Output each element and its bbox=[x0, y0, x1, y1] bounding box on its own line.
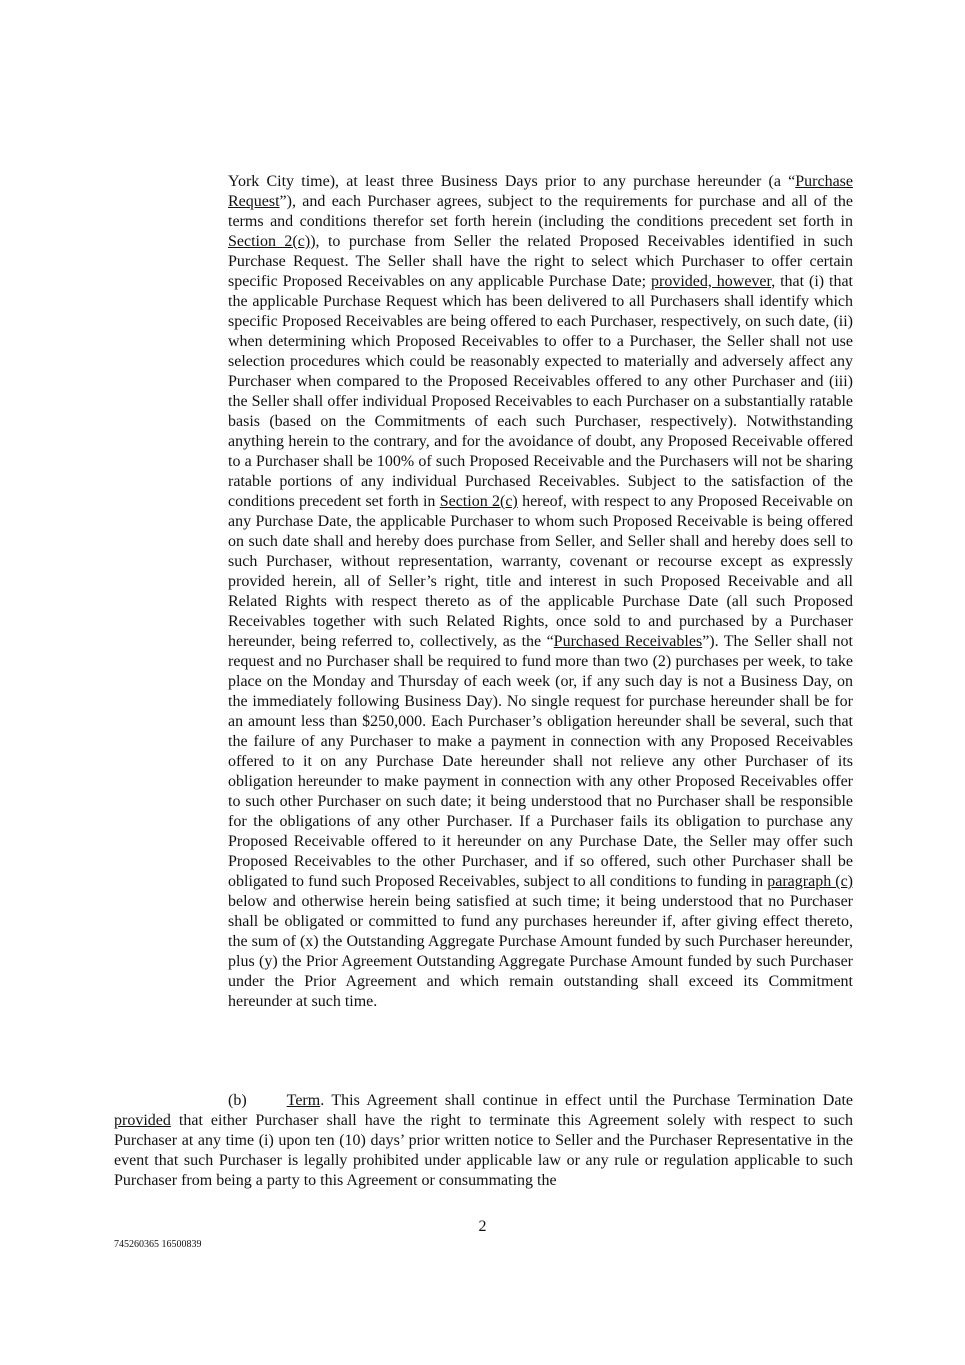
text-run: , that (i) that the applicable Purchase Request which has been delivered to all Purchasers shall identify which specific Proposed Receivables are being offered to each Purchaser, respectively, on such date, (ii) when determining which Proposed Receivables to offer to a Purchaser, the Seller shall not use selection procedures which could be reasonably expected to materially and adversely affect any Purchaser when compared to the Proposed Receivables offered to any other Purchaser and (iii) the Seller shall offer individual Proposed Receivables to each Purchaser on a substantially ratable basis (based on the Commitments of each such Purchaser, respectively). Notwithstanding anything herein to the contrary, and for the avoidance of doubt, any Proposed Receivable offered to a Purchaser shall be 100% of such Proposed Receivable and the Purchasers will not be sharing ratable portions of any individual Purchased Receivables. Subject to the satisfaction of the conditions precedent set forth in bbox=[228, 273, 853, 510]
provided-term: provided bbox=[114, 1112, 171, 1129]
text-run: hereof, with respect to any Proposed Receivable on any Purchase Date, the applicable Purchaser to whom such Proposed Receivable is being offered on such date shall and hereby does purchase from Seller, and Seller shall and hereby does sell to such Purchaser, without representation, warranty, covenant or recourse except as expressly provided herein, all of Seller’s right, title and interest in such Proposed Receivable and all Related Rights with respect thereto as of the applicable Purchase Date (all such Proposed Receivables together with such Related Rights, once sold to and purchased by a Purchaser hereunder, being referred to, collectively, as the “ bbox=[228, 493, 854, 650]
text-run: ), to purchase from Seller the related Proposed Receivables identified in such Purchase Request. The Seller shall have the right to select which Purchaser to offer certain specific Proposed Receivables on any applicable Purchase Date; bbox=[228, 233, 854, 290]
text-run: York City time), at least three Business Days prior to any purchase hereunder (a “ bbox=[228, 173, 796, 190]
paragraph-purchase-request bbox=[228, 172, 853, 1012]
section-label: (b) bbox=[228, 1092, 247, 1109]
defined-term-purchased-receivables: Purchased Receivables bbox=[553, 633, 703, 650]
text-run: ”), and each Purchaser agrees, subject to the requirements for purchase and all of the terms and conditions therefor set forth herein (including the conditions precedent set forth in bbox=[228, 193, 853, 230]
text-run: . This Agreement shall continue in effect until the Purchase Termination Date bbox=[320, 1092, 853, 1109]
cross-reference-section-2c: Section 2(c) bbox=[228, 233, 311, 250]
document-id: 745260365 16500839 bbox=[114, 1239, 202, 1250]
cross-reference-paragraph-c: paragraph (c) bbox=[767, 873, 854, 890]
defined-term-purchase-request: Purchase Request bbox=[228, 173, 853, 210]
paragraph-b-term bbox=[114, 1091, 853, 1191]
page-number: 2 bbox=[478, 1218, 487, 1235]
section-heading-term: Term bbox=[286, 1092, 321, 1109]
provided-however-term: provided, however bbox=[651, 273, 772, 290]
cross-reference-section-2c: Section 2(c) bbox=[439, 493, 518, 510]
text-run: ”). The Seller shall not request and no Purchaser shall be required to fund more than two (2) purchases per week, to take place on the Monday and Thursday of each week (or, if any such day is not a Business Day, on the immediately following Business Day). No single request for purchase hereunder shall be for an amount less than $250,000. Each Purchaser’s obligation hereunder shall be several, such that the failure of any Purchaser to make a payment in connection with any Proposed Receivables offered to it on any Purchase Date hereunder shall not relieve any other Purchaser of its obligation hereunder to make payment in connection with any other Proposed Receivables offer to such other Purchaser on such date; it being understood that no Purchaser shall be responsible for the obligations of any other Purchaser. If a Purchaser fails its obligation to purchase any Proposed Receivable offered to it hereunder on any Purchase Date, the Seller may offer such Proposed Receivables to the other Purchaser, and if so offered, such other Purchaser shall be obligated to fund such Proposed Receivables, subject to all conditions to funding in bbox=[228, 633, 853, 890]
text-run: that either Purchaser shall have the right to terminate this Agreement solely with respect to such Purchaser at any time (i) upon ten (10) days’ prior written notice to Seller and the Purchaser Representative in the event that such Purchaser is legally prohibited under applicable law or any rule or regulation applicable to such Purchaser from being a party to this Agreement or consummating the bbox=[114, 1112, 853, 1189]
text-run: below and otherwise herein being satisfied at such time; it being understood that no Purchaser shall be obligated or committed to fund any purchases hereunder if, after giving effect thereto, the sum of (x) the Outstanding Aggregate Purchase Amount funded by such Purchaser hereunder, plus (y) the Prior Agreement Outstanding Aggregate Purchase Amount funded by such Purchaser under the Prior Agreement and which remain outstanding shall exceed its Commitment hereunder at such time. bbox=[228, 893, 853, 1010]
